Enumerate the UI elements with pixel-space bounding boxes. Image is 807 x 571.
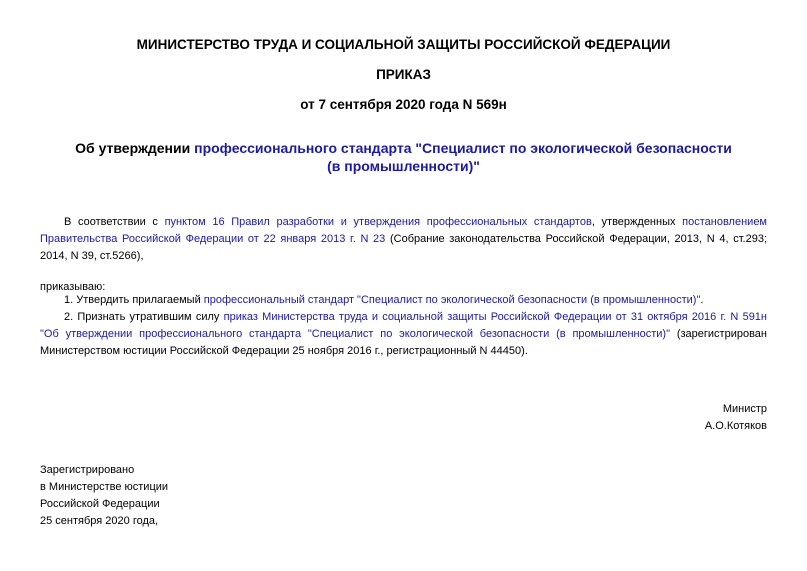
item-2-paragraph [40,309,767,360]
registration-block [40,462,168,530]
item-1-paragraph [40,292,767,309]
order-word: приказываю: [40,281,106,293]
professional-standard-link[interactable]: профессиональный стандарт "Специалист по экологической безопасности (в промышленности)" [203,294,701,306]
registration-line-2: в Министерстве юстиции [40,481,169,493]
title-prefix: Об утверждении [75,140,195,156]
preamble-text-3: (Собрание законодательства Российской Федерации, 2013, N 4, ст.293; 2014, N 39, ст.5266), [40,233,768,262]
government-resolution-link[interactable]: постановлением Правительства Российской Федерации от 22 января 2013 г. N 23 [40,216,767,245]
preamble-text-2: , утвержденных [591,216,683,228]
registration-line-3: Российской Федерации [40,498,160,510]
item-1-text-1: 1. Утвердить прилагаемый [64,294,204,306]
signature-name: А.О.Котяков [704,420,767,432]
ministry-heading: МИНИСТЕРСТВО ТРУДА И СОЦИАЛЬНОЙ ЗАЩИТЫ РОССИЙСКОЙ ФЕДЕРАЦИИ [136,37,671,52]
document-type: ПРИКАЗ [376,67,431,82]
item-1-text-2: . [700,294,704,306]
preamble-paragraph [40,214,767,265]
signature-position: Министр [722,403,767,415]
title-standard-link[interactable]: профессионального стандарта "Специалист по экологической безопасности (в промышленности)" [194,140,732,174]
document-date: от 7 сентября 2020 года N 569н [300,97,507,112]
item-2-text-2: (зарегистрирован Министерством юстиции Российской Федерации 25 ноября 2016 г., регистрационный N 44450). [40,328,767,357]
repealed-order-link[interactable]: приказ Министерства труда и социальной защиты Российской Федерации от 31 октября 2016 г. N 591н "Об утверждении профессионального стандарта "Специалист по экологической безопасности (в промышленности)" [40,311,767,340]
document-title [70,139,737,175]
registration-line-1: Зарегистрировано [40,464,135,476]
preamble-text-1: В соответствии с [64,216,165,228]
item-2-text-1: 2. Признать утратившим силу [64,311,224,323]
registration-line-4: 25 сентября 2020 года, [40,515,159,527]
rules-point-16-link[interactable]: пунктом 16 Правил разработки и утверждения профессиональных стандартов [164,216,592,228]
signature-block [705,401,767,435]
